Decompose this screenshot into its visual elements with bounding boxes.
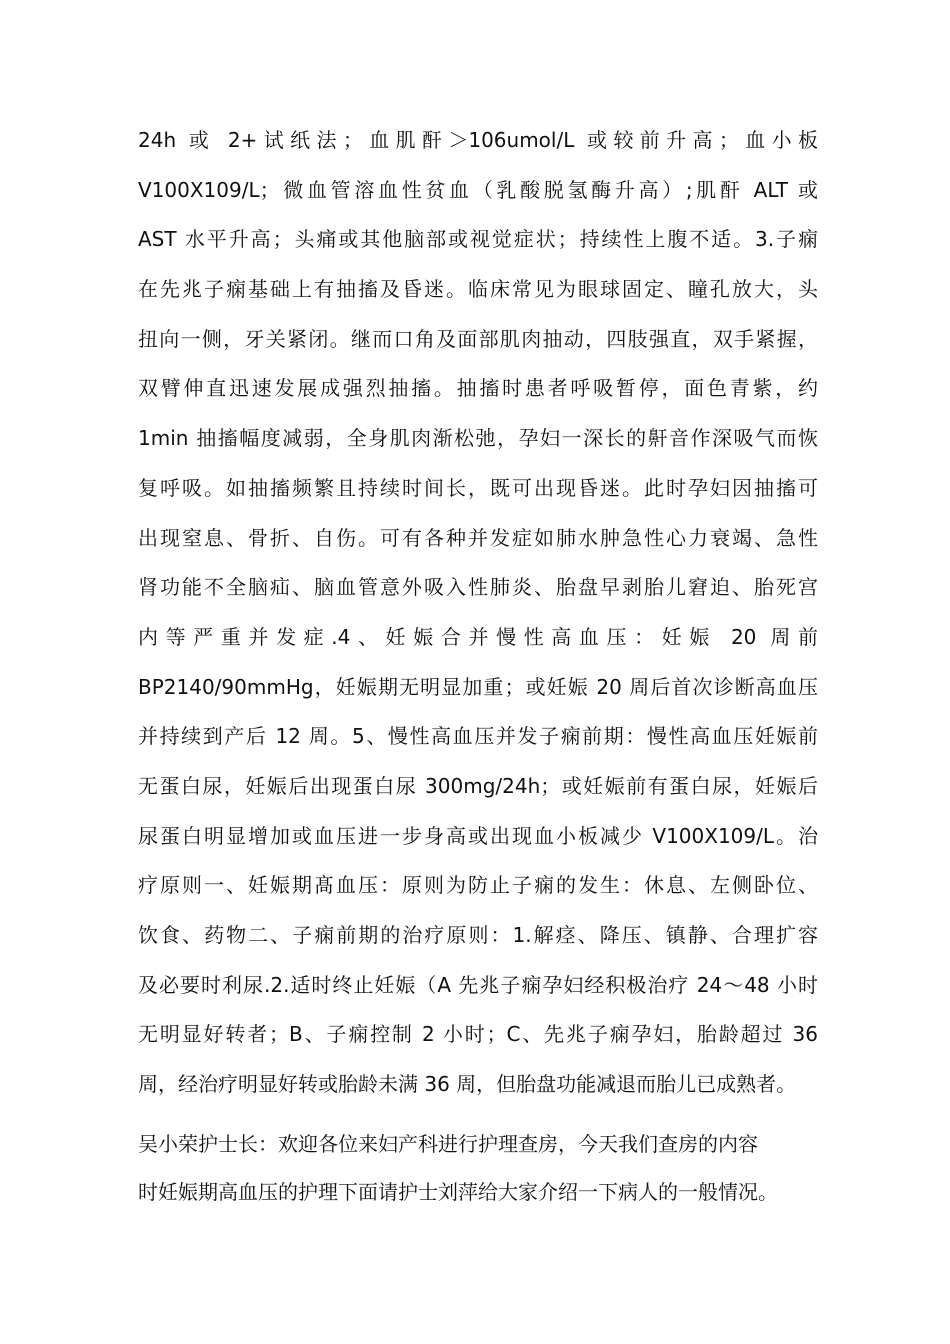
body-line: 肾功能不全脑疝、脑血管意外吸入性肺炎、胎盘早剥胎儿窘迫、胎死宫	[138, 575, 818, 600]
body-line: AST 水平升高；头痛或其他脑部或视觉症状；持续性上腹不适。3.子痫	[138, 227, 818, 252]
body-line: 24h 或 2+试纸法；血肌酐＞106umol/L 或较前升高；血小板	[138, 128, 818, 152]
body-line: 并持续到产后 12 周。5、慢性高血压并发子痫前期：慢性高血压妊娠前	[138, 724, 818, 749]
body-line: 出现窒息、骨折、自伤。可有各种并发症如肺水肿急性心力衰竭、急性	[138, 525, 818, 550]
body-line: BP2140/90mmHg，妊娠期无明显加重；或妊娠 20 周后首次诊断高血压	[138, 674, 818, 699]
dialogue-paragraph	[138, 1120, 818, 1216]
body-line: 周，经治疗明显好转或胎龄未满 36 周，但胎盘功能减退而胎儿已成熟者。	[138, 1072, 797, 1097]
body-line: 内等严重并发症.4、妊娠合并慢性高血压：妊娠 20 周前	[138, 624, 818, 649]
dialogue-line: 时妊娠期高血压的护理下面请护士刘萍给大家介绍一下病人的一般情况。	[138, 1180, 778, 1204]
body-line: 1min 抽搐幅度减弱，全身肌肉渐松弛，孕妇一深长的鼾音作深吸气而恢	[138, 426, 818, 451]
body-line: V100X109/L；微血管溶血性贫血（乳酸脱氢酶升高）;肌酐 ALT 或	[138, 177, 818, 202]
body-line: 无明显好转者；B、子痫控制 2 小时；C、先兆子痫孕妇，胎龄超过 36	[138, 1022, 818, 1047]
body-line: 尿蛋白明显增加或血压进一步身高或出现血小板减少 V100X109/L。治	[138, 823, 818, 848]
body-paragraph	[138, 116, 818, 1110]
body-line: 双臂伸直迅速发展成强烈抽搐。抽搐时患者呼吸暂停，面色青紫，约	[138, 376, 818, 401]
dialogue-line: 吴小荣护士长：欢迎各位来妇产科进行护理查房，今天我们查房的内容	[138, 1132, 758, 1156]
body-line: 饮食、药物二、子痫前期的治疗原则：1.解痉、降压、镇静、合理扩容	[138, 923, 818, 947]
body-line: 无蛋白尿，妊娠后出现蛋白尿 300mg/24h；或妊娠前有蛋白尿，妊娠后	[138, 773, 818, 798]
body-line: 复呼吸。如抽搐频繁且持续时间长，既可出现昏迷。此时孕妇因抽搐可	[138, 475, 818, 500]
body-line: 疗原则一、妊娠期髙血压：原则为防止子痫的发生：休息、左侧卧位、	[138, 873, 818, 898]
body-line: 在先兆子痫基础上有抽搐及昏迷。临床常见为眼球固定、瞳孔放大，头	[138, 277, 818, 302]
body-line: 扭向一侧，牙关紧闭。继而口角及面部肌肉抽动，四肢强直，双手紧握，	[138, 326, 818, 351]
body-line: 及必要时利尿.2.适时终止妊娠（A 先兆子痫孕妇经积极治疗 24〜48 小时	[138, 972, 818, 997]
